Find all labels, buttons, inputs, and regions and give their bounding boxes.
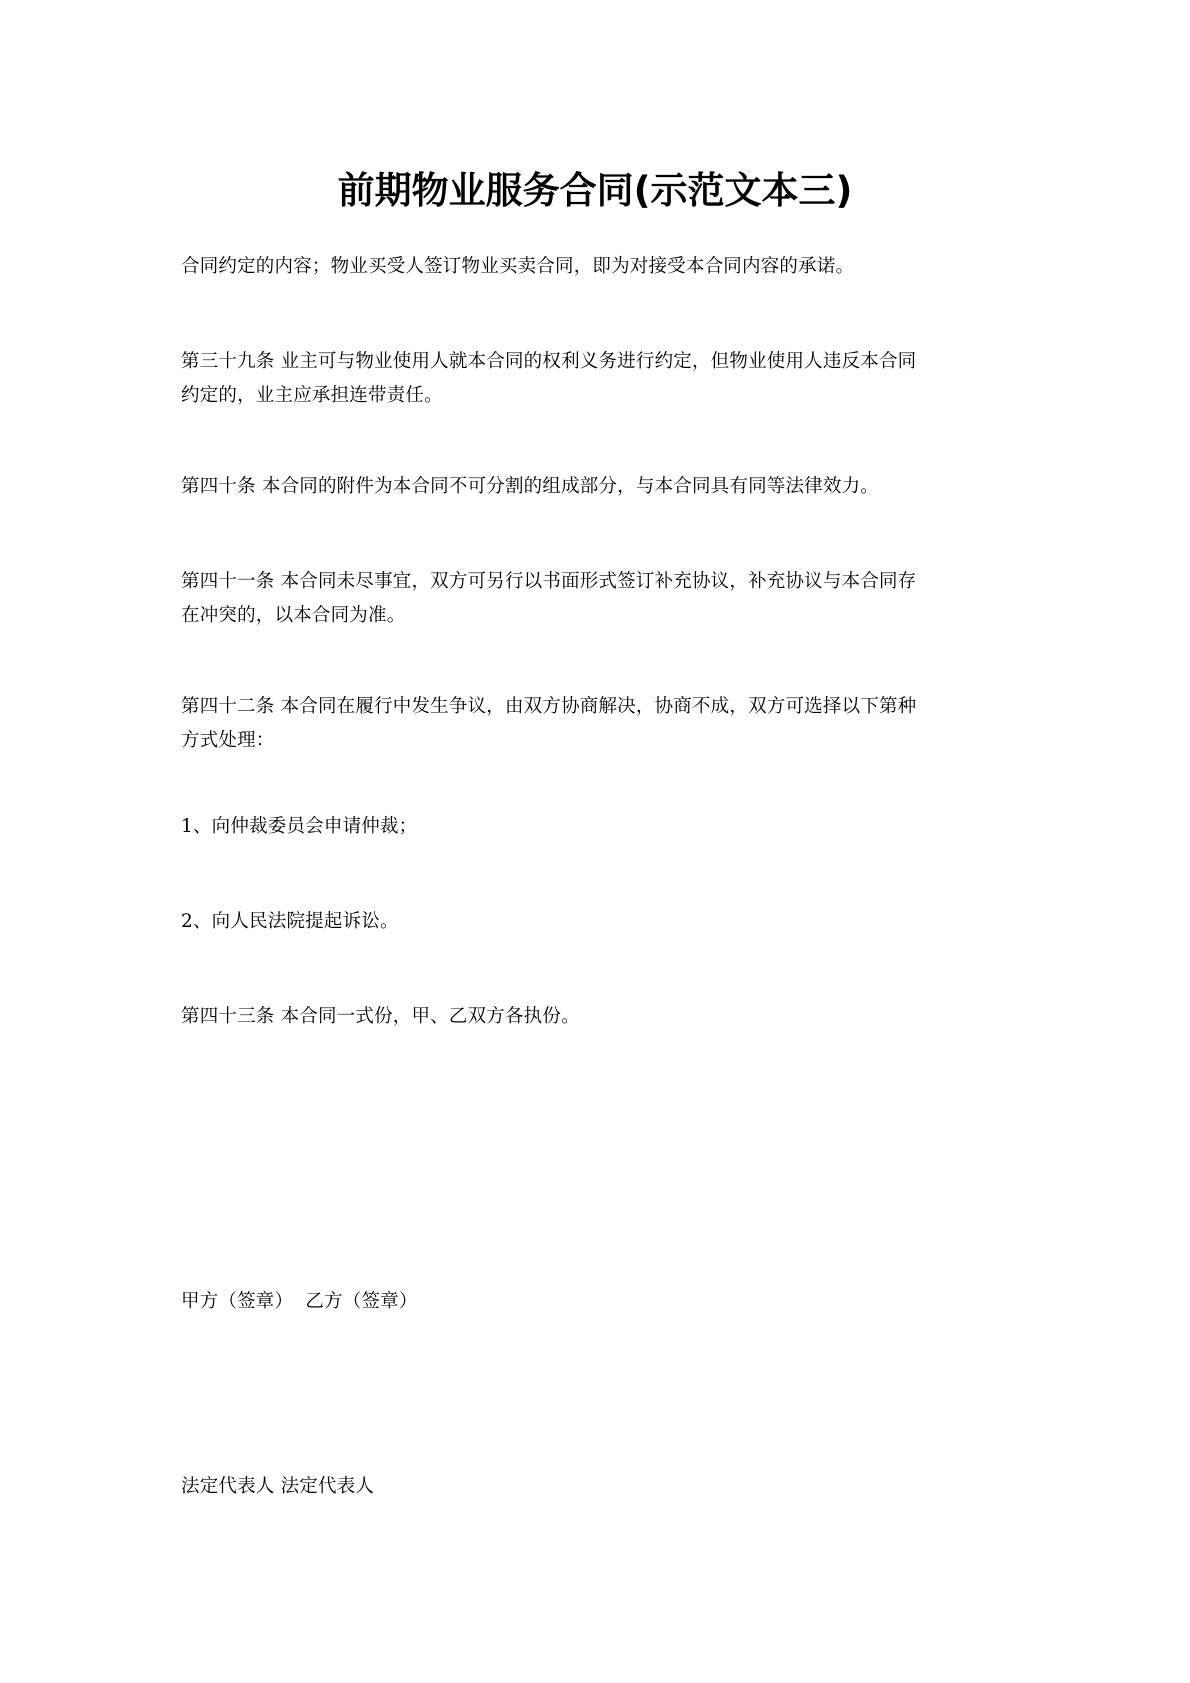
paragraph-line: 在冲突的，以本合同为准。 [181, 605, 406, 626]
signature-parties [181, 1285, 1021, 1319]
signature-line: 甲方（签章） 乙方（签章） [181, 1291, 418, 1312]
paragraph-line: 第四十条 本合同的附件为本合同不可分割的组成部分，与本合同具有同等法律效力。 [181, 476, 879, 497]
list-item-litigation [181, 905, 1021, 939]
paragraph-line: 第四十二条 本合同在履行中发生争议，由双方协商解决，协商不成，双方可选择以下第种 [181, 696, 917, 717]
paragraph-article-41 [181, 565, 1021, 633]
paragraph-article-40 [181, 470, 1021, 504]
paragraph-acceptance [181, 250, 1021, 284]
paragraph-line: 2、向人民法院提起诉讼。 [181, 911, 399, 932]
paragraph-line: 合同约定的内容；物业买受人签订物业买卖合同，即为对接受本合同内容的承诺。 [181, 256, 855, 277]
document-title: 前期物业服务合同(示范文本三) [337, 169, 853, 212]
list-item-arbitration [181, 810, 1021, 844]
paragraph-article-39 [181, 345, 1021, 413]
paragraph-line: 第三十九条 业主可与物业使用人就本合同的权利义务进行约定，但物业使用人违反本合同 [181, 351, 917, 372]
signature-representatives [181, 1470, 1021, 1504]
paragraph-article-42 [181, 690, 1021, 758]
paragraph-line: 第四十三条 本合同一式份，甲、乙双方各执份。 [181, 1006, 580, 1027]
paragraph-line: 方式处理： [181, 730, 275, 751]
paragraph-article-43 [181, 1000, 1021, 1034]
representative-line: 法定代表人 法定代表人 [181, 1476, 375, 1497]
paragraph-line: 第四十一条 本合同未尽事宜，双方可另行以书面形式签订补充协议，补充协议与本合同存 [181, 571, 917, 592]
paragraph-line: 约定的，业主应承担连带责任。 [181, 385, 443, 406]
paragraph-line: 1、向仲裁委员会申请仲裁； [181, 816, 418, 837]
